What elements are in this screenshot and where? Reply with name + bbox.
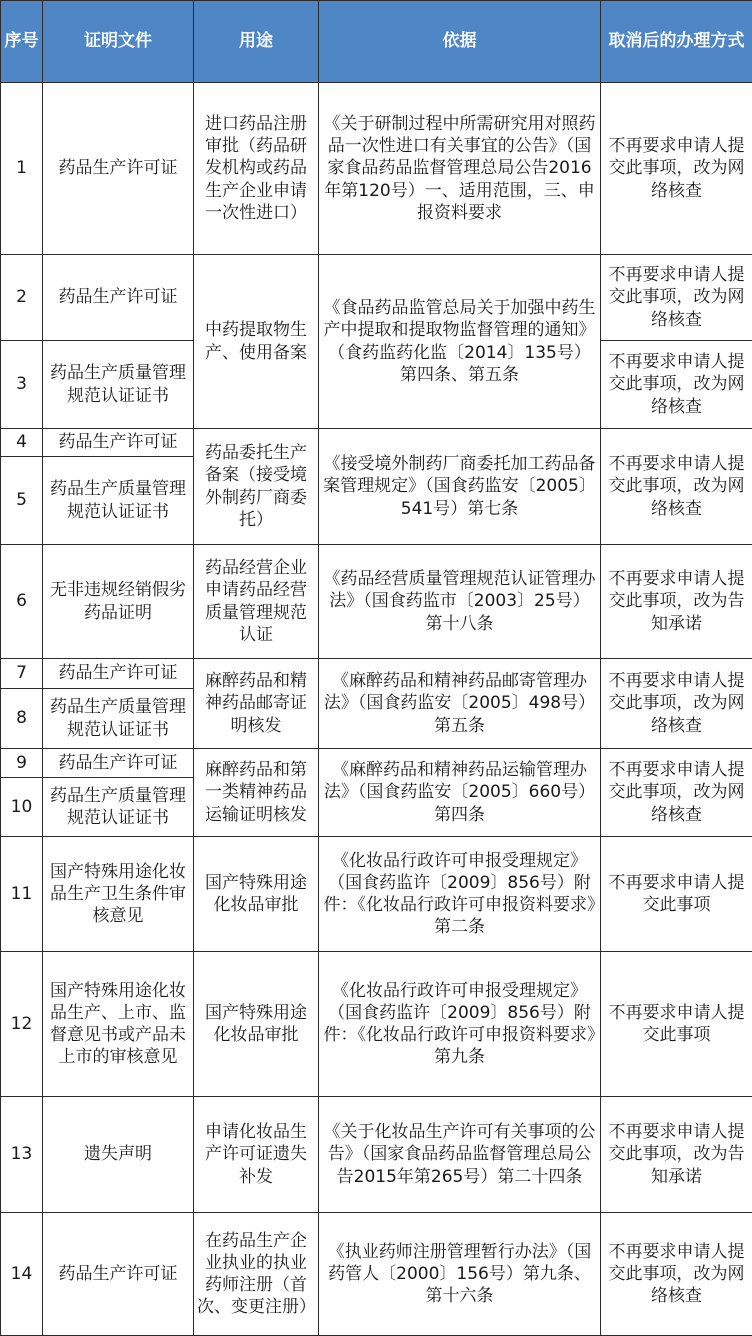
cell-use: 药品经营企业申请药品经营质量管理规范认证 xyxy=(194,545,319,659)
cell-doc: 药品生产许可证 xyxy=(43,749,194,778)
cell-method: 不再要求申请人提交此事项 xyxy=(601,837,752,952)
cell-no: 8 xyxy=(1,689,43,749)
table-row xyxy=(1,545,752,659)
header-use: 用途 xyxy=(194,1,319,83)
table-row xyxy=(1,1213,752,1336)
cell-basis: 《化妆品行政许可申报受理规定》（国食药监许〔2009〕856号）附件：《化妆品行政许可申报资料要求》第二条 xyxy=(319,837,601,952)
cell-basis: 《执业药师注册管理暂行办法》（国药管人〔2000〕156号）第九条、第十六条 xyxy=(319,1213,601,1336)
cell-basis: 《麻醉药品和精神药品邮寄管理办法》（国食药监安〔2005〕498号）第五条 xyxy=(319,659,601,749)
cell-method: 不再要求申请人提交此事项，改为网络核查 xyxy=(601,255,752,341)
cell-no: 12 xyxy=(1,952,43,1097)
cell-doc: 药品生产质量管理规范认证证书 xyxy=(43,457,194,545)
cell-doc: 药品生产许可证 xyxy=(43,255,194,341)
cell-basis: 《关于研制过程中所需研究用对照药品一次性进口有关事宜的公告》（国家食品药品监督管理总局公告2016年第120号）一、适用范围，三、申报资料要求 xyxy=(319,83,601,255)
cell-doc: 国产特殊用途化妆品生产、上市、监督意见书或产品未上市的审核意见 xyxy=(43,952,194,1097)
table-row xyxy=(1,749,752,778)
cell-use: 国产特殊用途化妆品审批 xyxy=(194,952,319,1097)
table-row xyxy=(1,429,752,457)
cell-method: 不再要求申请人提交此事项，改为网络核查 xyxy=(601,429,752,545)
cell-doc: 遗失声明 xyxy=(43,1097,194,1213)
cell-doc: 药品生产质量管理规范认证证书 xyxy=(43,341,194,429)
cell-no: 13 xyxy=(1,1097,43,1213)
cell-no: 6 xyxy=(1,545,43,659)
cell-no: 2 xyxy=(1,255,43,341)
header-doc: 证明文件 xyxy=(43,1,194,83)
cell-use: 麻醉药品和第一类精神药品运输证明核发 xyxy=(194,749,319,837)
cell-no: 14 xyxy=(1,1213,43,1336)
cell-method: 不再要求申请人提交此事项，改为网络核查 xyxy=(601,749,752,837)
cell-doc: 药品生产许可证 xyxy=(43,659,194,689)
cell-method: 不再要求申请人提交此事项，改为网络核查 xyxy=(601,1213,752,1336)
table-row xyxy=(1,837,752,952)
cell-no: 3 xyxy=(1,341,43,429)
cell-use: 申请化妆品生产许可证遗失补发 xyxy=(194,1097,319,1213)
cell-doc: 药品生产质量管理规范认证证书 xyxy=(43,778,194,837)
cell-no: 9 xyxy=(1,749,43,778)
cell-method: 不再要求申请人提交此事项，改为告知承诺 xyxy=(601,1097,752,1213)
header-basis: 依据 xyxy=(319,1,601,83)
cell-doc: 药品生产许可证 xyxy=(43,1213,194,1336)
cell-doc: 无非违规经销假劣药品证明 xyxy=(43,545,194,659)
cell-no: 1 xyxy=(1,83,43,255)
cell-no: 4 xyxy=(1,429,43,457)
cell-basis: 《关于化妆品生产许可有关事项的公告》（国家食品药品监督管理总局公告2015年第265号）第二十四条 xyxy=(319,1097,601,1213)
cell-method: 不再要求申请人提交此事项，改为网络核查 xyxy=(601,341,752,429)
cell-doc: 药品生产质量管理规范认证证书 xyxy=(43,689,194,749)
cell-use: 在药品生产企业执业的执业药师注册（首次、变更注册） xyxy=(194,1213,319,1336)
cell-doc: 国产特殊用途化妆品生产卫生条件审核意见 xyxy=(43,837,194,952)
cell-basis: 《化妆品行政许可申报受理规定》（国食药监许〔2009〕856号）附件：《化妆品行政许可申报资料要求》第九条 xyxy=(319,952,601,1097)
table-row xyxy=(1,1097,752,1213)
cell-no: 5 xyxy=(1,457,43,545)
cell-no: 11 xyxy=(1,837,43,952)
cell-basis: 《麻醉药品和精神药品运输管理办法》（国食药监安〔2005〕660号）第四条 xyxy=(319,749,601,837)
cell-doc: 药品生产许可证 xyxy=(43,83,194,255)
header-no: 序号 xyxy=(1,1,43,83)
cell-method: 不再要求申请人提交此事项，改为告知承诺 xyxy=(601,545,752,659)
cell-basis: 《接受境外制药厂商委托加工药品备案管理规定》（国食药监安〔2005〕541号）第七条 xyxy=(319,429,601,545)
cell-method: 不再要求申请人提交此事项 xyxy=(601,952,752,1097)
cell-doc: 药品生产许可证 xyxy=(43,429,194,457)
cell-method: 不再要求申请人提交此事项，改为网络核查 xyxy=(601,83,752,255)
table-row xyxy=(1,255,752,341)
cell-use: 进口药品注册审批（药品研发机构或药品生产企业申请一次性进口） xyxy=(194,83,319,255)
cell-use: 麻醉药品和精神药品邮寄证明核发 xyxy=(194,659,319,749)
cell-method: 不再要求申请人提交此事项，改为网络核查 xyxy=(601,659,752,749)
cell-basis: 《食品药品监管总局关于加强中药生产中提取和提取物监督管理的通知》（食药监药化监〔2014〕135号）第四条、第五条 xyxy=(319,255,601,429)
table-row xyxy=(1,952,752,1097)
cell-use: 国产特殊用途化妆品审批 xyxy=(194,837,319,952)
cell-no: 7 xyxy=(1,659,43,689)
header-method: 取消后的办理方式 xyxy=(601,1,752,83)
table-row xyxy=(1,659,752,689)
cell-no: 10 xyxy=(1,778,43,837)
cell-use: 中药提取物生产、使用备案 xyxy=(194,255,319,429)
table-row xyxy=(1,83,752,255)
cell-basis: 《药品经营质量管理规范认证管理办法》（国食药监市〔2003〕25号）第十八条 xyxy=(319,545,601,659)
header-row xyxy=(1,1,752,83)
cell-use: 药品委托生产备案（接受境外制药厂商委托） xyxy=(194,429,319,545)
